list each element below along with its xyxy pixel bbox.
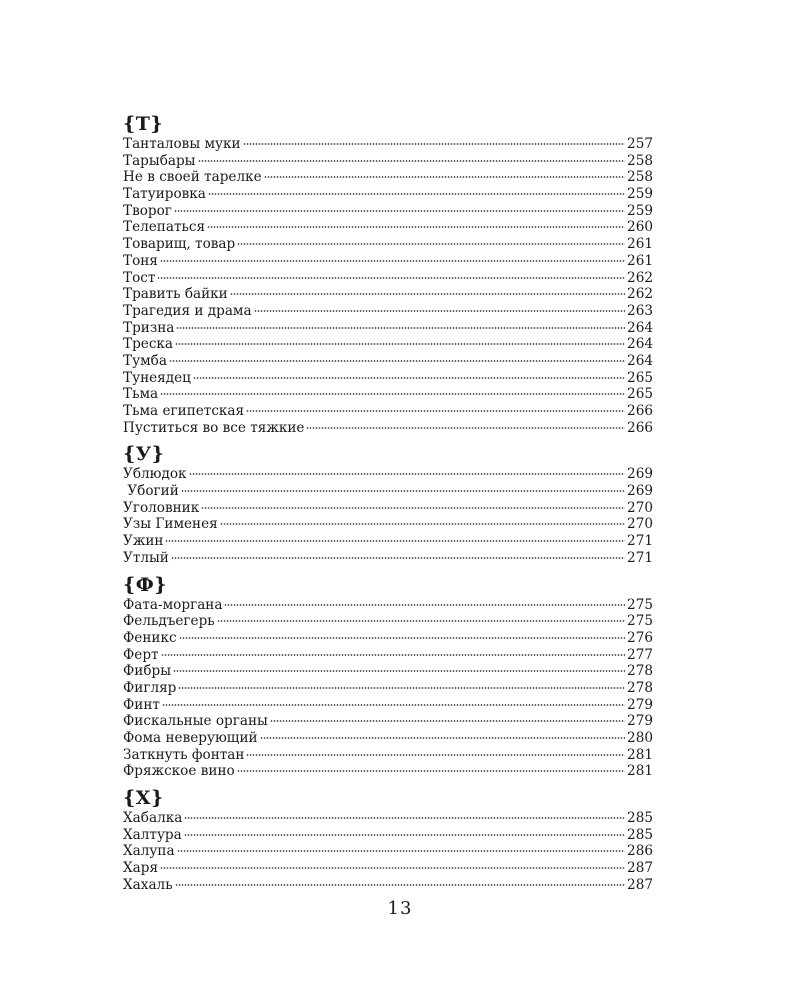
dot-leader xyxy=(306,427,625,429)
dot-leader xyxy=(174,210,625,212)
dot-leader xyxy=(220,523,625,525)
dot-leader xyxy=(201,507,625,509)
toc-entry xyxy=(123,236,653,253)
toc-entry xyxy=(123,186,653,203)
dot-leader xyxy=(160,260,625,262)
toc-entry xyxy=(123,353,653,370)
entry-page-number: 285 xyxy=(627,810,653,827)
entry-page-number: 264 xyxy=(627,319,653,336)
toc-entry xyxy=(123,597,653,614)
dot-leader xyxy=(217,620,625,622)
dot-leader xyxy=(162,704,625,706)
toc-entry xyxy=(123,763,653,780)
dot-leader xyxy=(224,604,625,606)
dot-leader xyxy=(260,737,625,739)
toc-entry xyxy=(123,747,653,764)
dot-leader xyxy=(157,277,625,279)
entry-title: Ужин xyxy=(123,533,164,550)
toc-entry xyxy=(123,697,653,714)
entry-page-number: 281 xyxy=(627,763,653,780)
toc-entry xyxy=(123,630,653,647)
entry-page-number: 275 xyxy=(627,613,653,630)
dot-leader xyxy=(176,327,625,329)
entry-page-number: 280 xyxy=(627,730,653,746)
dot-leader xyxy=(165,540,625,542)
entry-title: Убогий xyxy=(123,483,179,500)
entry-page-number: 281 xyxy=(627,746,653,763)
toc-entry xyxy=(123,500,653,517)
entry-title: Тост xyxy=(123,269,156,286)
entry-title: Фигляр xyxy=(123,679,177,696)
dot-leader xyxy=(243,143,625,145)
toc-entry xyxy=(123,403,653,420)
entry-title: Фата-моргана xyxy=(123,596,223,613)
toc-entry xyxy=(123,860,653,877)
section-letter-heading: {Ф} xyxy=(123,573,167,596)
toc-entry xyxy=(123,516,653,533)
entry-page-number: 269 xyxy=(627,483,653,500)
entry-page-number: 270 xyxy=(627,499,653,516)
entry-title: Танталовы муки xyxy=(123,136,241,152)
toc-entry xyxy=(123,533,653,550)
entry-title: Ферт xyxy=(123,646,159,663)
entry-title: Тьма xyxy=(123,386,159,403)
section-letter-heading: {Т} xyxy=(123,113,164,135)
entry-page-number: 260 xyxy=(627,219,653,236)
entry-page-number: 263 xyxy=(627,302,653,319)
dot-leader xyxy=(160,867,625,869)
entry-page-number: 278 xyxy=(627,679,653,696)
toc-entry xyxy=(123,613,653,630)
dot-leader xyxy=(246,410,625,412)
entry-page-number: 269 xyxy=(627,466,653,483)
dot-leader xyxy=(173,670,625,672)
entry-page-number: 285 xyxy=(627,826,653,843)
entry-title: Уголовник xyxy=(123,499,200,516)
section-letter-heading: {У} xyxy=(123,443,165,466)
toc-entry xyxy=(123,370,653,387)
entry-page-number: 261 xyxy=(627,252,653,269)
entry-title: Хахаль xyxy=(123,876,173,893)
toc-entry xyxy=(123,550,653,567)
toc-entry xyxy=(123,169,653,186)
entry-title: Фряжское вино xyxy=(123,763,235,780)
entry-title: Ублюдок xyxy=(123,466,187,483)
entry-title: Татуировка xyxy=(123,186,206,203)
dot-leader xyxy=(184,817,625,819)
toc-entry xyxy=(123,843,653,860)
toc-entry xyxy=(123,663,653,680)
toc-entry xyxy=(123,153,653,170)
entry-page-number: 286 xyxy=(627,843,653,860)
dot-leader xyxy=(177,850,625,852)
toc-entry xyxy=(123,483,653,500)
dot-leader xyxy=(171,557,625,559)
entry-title: Феникс xyxy=(123,629,177,646)
entry-page-number: 278 xyxy=(627,663,653,680)
entry-title: Не в своей тарелке xyxy=(123,169,262,186)
toc-entry xyxy=(123,713,653,730)
entry-page-number: 258 xyxy=(627,152,653,169)
entry-page-number: 276 xyxy=(627,629,653,646)
entry-page-number: 259 xyxy=(627,202,653,219)
entry-title: Телепаться xyxy=(123,219,206,236)
dot-leader xyxy=(178,687,625,689)
dot-leader xyxy=(270,720,625,722)
dot-leader xyxy=(198,160,626,162)
entry-page-number: 271 xyxy=(627,533,653,550)
entry-title: Утлый xyxy=(123,549,169,566)
entry-page-number: 257 xyxy=(627,136,653,152)
entry-title: Тьма египетская xyxy=(123,403,245,419)
entry-page-number: 259 xyxy=(627,186,653,203)
entry-title: Хабалка xyxy=(123,810,183,827)
toc-entry xyxy=(123,810,653,827)
toc-section xyxy=(123,112,653,436)
toc-entry xyxy=(123,730,653,747)
entry-page-number: 266 xyxy=(627,403,653,419)
entry-title: Тумба xyxy=(123,352,167,369)
toc-entry xyxy=(123,877,653,894)
entry-page-number: 270 xyxy=(627,516,653,533)
toc-entry xyxy=(123,386,653,403)
entry-page-number: 258 xyxy=(627,169,653,186)
entry-page-number: 265 xyxy=(627,386,653,403)
entry-title: Заткнуть фонтан xyxy=(123,746,245,763)
toc-section xyxy=(123,442,653,566)
dot-leader xyxy=(184,834,625,836)
toc-section xyxy=(123,573,653,781)
entry-title: Финт xyxy=(123,696,160,713)
entry-page-number: 275 xyxy=(627,596,653,613)
entry-title: Тризна xyxy=(123,319,175,336)
entry-title: Тунеядец xyxy=(123,369,191,386)
dot-leader xyxy=(189,473,626,475)
dot-leader xyxy=(181,490,625,492)
entry-page-number: 277 xyxy=(627,646,653,663)
entry-title: Фельдъегерь xyxy=(123,613,215,630)
entry-title: Халтура xyxy=(123,826,182,843)
toc-entry xyxy=(123,203,653,220)
entry-page-number: 261 xyxy=(627,236,653,253)
entry-page-number: 287 xyxy=(627,860,653,877)
dot-leader xyxy=(169,360,625,362)
toc-entry xyxy=(123,647,653,664)
entry-title: Узы Гименея xyxy=(123,516,218,533)
entry-title: Товарищ, товар xyxy=(123,236,236,253)
entry-title: Треска xyxy=(123,336,174,353)
toc-entry xyxy=(123,286,653,303)
toc-entry xyxy=(123,270,653,287)
dot-leader xyxy=(208,193,625,195)
entry-title: Халупа xyxy=(123,843,175,860)
entry-title: Фома неверующий xyxy=(123,730,258,746)
toc-entry xyxy=(123,136,653,153)
entry-page-number: 264 xyxy=(627,336,653,353)
entry-title: Харя xyxy=(123,860,159,877)
dot-leader xyxy=(230,293,625,295)
toc-entry xyxy=(123,336,653,353)
dot-leader xyxy=(161,654,625,656)
toc-entry xyxy=(123,420,653,437)
entry-page-number: 266 xyxy=(627,419,653,436)
dot-leader xyxy=(175,343,625,345)
dot-leader xyxy=(207,226,625,228)
dot-leader xyxy=(179,637,625,639)
dot-leader xyxy=(160,393,625,395)
entry-page-number: 265 xyxy=(627,369,653,386)
dot-leader xyxy=(254,310,625,312)
dot-leader xyxy=(175,884,625,886)
entry-title: Травить байки xyxy=(123,286,228,303)
toc-entry xyxy=(123,320,653,337)
dot-leader xyxy=(237,243,625,245)
entry-page-number: 271 xyxy=(627,549,653,566)
dot-leader xyxy=(264,176,625,178)
toc-entry xyxy=(123,219,653,236)
entry-title: Фибры xyxy=(123,663,172,680)
toc-entry xyxy=(123,466,653,483)
toc-entry xyxy=(123,303,653,320)
entry-title: Тоня xyxy=(123,252,158,269)
entry-page-number: 262 xyxy=(627,269,653,286)
dot-leader xyxy=(246,754,625,756)
entry-page-number: 264 xyxy=(627,352,653,369)
entry-page-number: 262 xyxy=(627,286,653,303)
entry-title: Пуститься во все тяжкие xyxy=(123,419,305,436)
entry-page-number: 287 xyxy=(627,876,653,893)
dot-leader xyxy=(237,770,625,772)
entry-title: Фискальные органы xyxy=(123,713,268,730)
toc-section xyxy=(123,786,653,893)
entry-title: Трагедия и драма xyxy=(123,302,252,319)
entry-title: Творог xyxy=(123,202,172,219)
toc-entry xyxy=(123,253,653,270)
entry-page-number: 279 xyxy=(627,713,653,730)
page-number: 13 xyxy=(387,898,413,919)
entry-title: Тарыбары xyxy=(123,152,196,169)
entry-page-number: 279 xyxy=(627,696,653,713)
toc-entry xyxy=(123,827,653,844)
table-of-contents xyxy=(123,112,653,894)
dot-leader xyxy=(193,377,625,379)
section-letter-heading: {Х} xyxy=(123,787,164,810)
toc-entry xyxy=(123,680,653,697)
